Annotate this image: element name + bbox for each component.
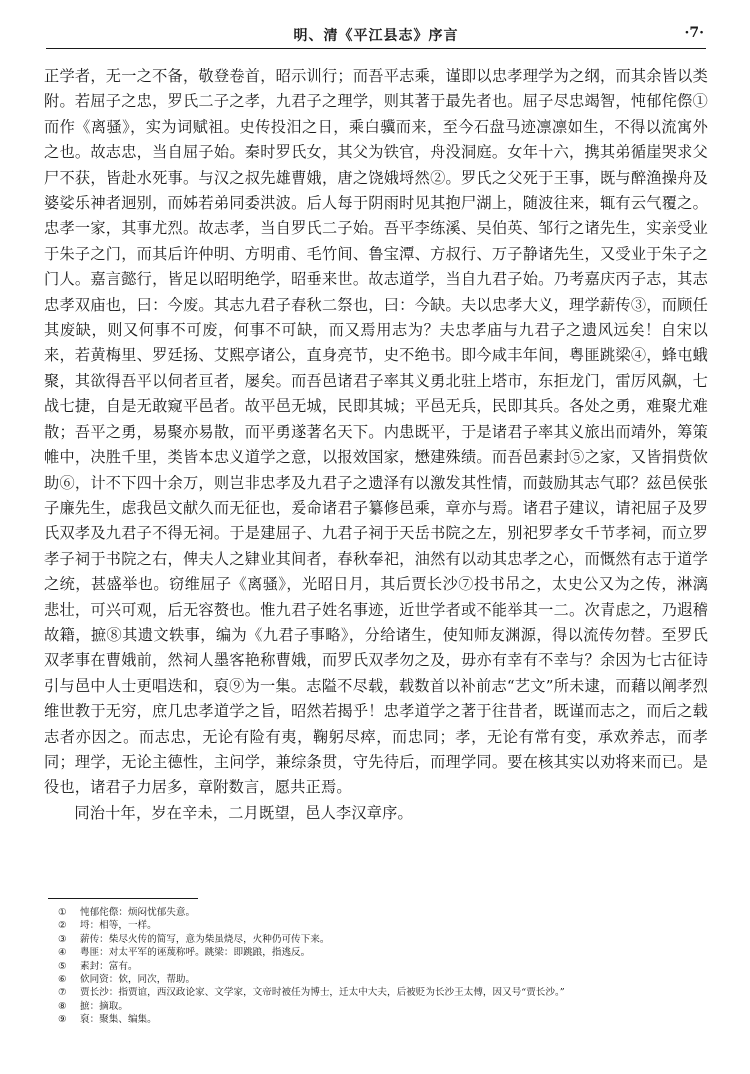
running-title: 明、清《平江县志》序言 <box>293 28 459 44</box>
body-paragraph: 正学者，无一之不备，敬登卷首，昭示训行；而吾平志乘，谨即以忠孝理学为之纲，而其余皆以类附。若屈子之忠，罗氏二子之孝，九君子之理学，则其著于最先者也。屈子尽忠竭智，忳郁侘傺①而作《离骚》，实为词赋祖。史传投汨之日，乘白骥而来，至今石盘马迹凛凛如生，不得以流寓外之也。故志忠，当自屈子始。秦时罗氏女，其父为铁官，舟没洞庭。女年十六，携其弟循崖哭求父尸不获，皆赴水死事。与汉之叔先雄曹娥，唐之饶娥埒然②。罗氏之父死于王事，既与醉渔操舟及婆娑乐神者迥别，而姊若弟同委洪波。后人每于阴雨时见其抱尸湖上，随波往来，辄有云气覆之。忠孝一家，其事尤烈。故志孝，当自罗氏二子始。吾平李练溪、吴伯英、邹行之诸先生，实亲受业于朱子之门，而其后许仲明、方明甫、毛竹间、鲁宝潭、方叔行、万子静诸先生，又受业于朱子之门人。嘉言懿行，皆足以昭明绝学，昭垂来世。故志道学，当自九君子始。乃考嘉庆丙子志，其志忠孝双庙也，曰：今废。其志九君子春秋二祭也，曰：今缺。夫以忠孝大义，理学薪传③，而顾任其废缺，则又何事不可废，何事不可缺，而又焉用志为？夫忠孝庙与九君子之遗风远矣！自宋以来，若黄梅里、罗廷扬、艾熙亭诸公，直身亮节，史不绝书。即今咸丰年间，粤匪跳梁④，蜂屯蛾聚，其欲得吾平以伺者亘者，屡矣。而吾邑诸君子率其义勇北驻上塔市，东拒龙门，雷厉风飙，七战七捷，自是无敢窥平邑者。故平邑无城，民即其城；平邑无兵，民即其兵。各处之勇，难聚尤难散；吾平之勇，易聚亦易散，而平勇遂著名天下。内患既平，于是诸君子率其义旅出而靖外，筹策帷中，决胜千里，类皆本忠义道学之意，以报效国家，懋建殊绩。而吾邑素封⑤之家，又皆捐赀佽助⑥，计不下四十余万，则岂非忠孝及九君子之遗泽有以激发其性情，而鼓励其志气耶？兹邑侯张子廉先生，虑我邑文献久而无征也，爰命诸君子纂修邑乘，章亦与焉。诸君子建议，请祀屈子及罗氏双孝及九君子不得无祠。于是建屈子、九君子祠于天岳书院之左，别祀罗孝女千节孝祠，而立罗孝子祠于书院之右，俾夫人之肄业其间者，春秋奉祀，油然有以动其忠孝之心，而慨然有志于道学之统，甚盛举也。窃维屈子《离骚》，光昭日月，其后贾长沙⑦投书吊之，太史公又为之传，淋漓悲壮，可兴可观，后无容赘也。惟九君子姓名事迹，近世学者或不能举其一二。次青虑之，乃遐稽故籍，摭⑧其遗文轶事，编为《九君子事略》，分给诸生，使知师友渊源，得以流传勿替。至罗氏双孝事在曹娥前，然祠人墨客艳称曹娥，而罗氏双孝勿之及，毋亦有幸有不幸与？余因为七古征诗引与邑中人士更唱迭和，裒⑨为一集。志隘不尽载，载数首以补前志“艺文”所未逮，而藉以阐孝烈维世教于无穷，庶几忠孝道学之旨，昭然若揭乎！忠孝道学之著于往昔者，既谨而志之，而后之载志者亦因之。而志忠，无论有险有夷，鞠躬尽瘁，而忠同；孝，无论有常有变，承欢养志，而孝同；理学，无论主德性，主问学，兼综条贯，守先待后，而理学同。要在核其实以劝将来而已。是役也，诸君子力居多，章附数言，愿共正焉。 <box>44 67 708 797</box>
footnote-item <box>58 973 698 986</box>
footnote-item <box>58 919 698 932</box>
signature-line: 同治十年，岁在辛未，二月既望，邑人李汉章序。 <box>74 803 413 822</box>
footnote-text: 佽同资：佽，同次，帮助。 <box>80 974 196 986</box>
footnote-text: 贾长沙：指贾谊，西汉政论家、文学家，文帝时被任为博士，迁太中大夫，后被贬为长沙王太傅，因又号“贾长沙。” <box>80 987 565 999</box>
page-header <box>46 22 706 49</box>
footnote-divider <box>48 898 198 899</box>
footnote-mark: ① <box>58 907 67 918</box>
footnote-item <box>58 946 698 959</box>
footnote-mark: ⑨ <box>58 1014 67 1026</box>
footnote-mark: ⑤ <box>58 960 67 972</box>
footnote-item <box>58 960 698 973</box>
footnote-text: 素封：富有。 <box>80 960 138 972</box>
footnote-mark: ② <box>58 920 67 932</box>
main-text <box>44 64 708 826</box>
footnote-text: 埒：相等，一样。 <box>80 920 157 932</box>
page-number: ·7· <box>684 25 704 41</box>
footnote-item <box>58 986 698 999</box>
footnote-item <box>58 933 698 946</box>
footnote-mark: ⑦ <box>58 987 67 999</box>
footnote-mark: ③ <box>58 933 67 945</box>
footnote-text: 裒：聚集、编集。 <box>80 1014 157 1026</box>
footnote-item <box>58 1000 698 1013</box>
footnote-mark: ⑧ <box>58 1000 67 1012</box>
footnote-text: 忳郁侘傺：烦闷忧郁失意。 <box>80 907 196 918</box>
footnote-mark: ⑥ <box>58 974 67 986</box>
footnote-text: 摭：摘取。 <box>80 1000 128 1012</box>
footnote-item <box>58 1013 698 1026</box>
footnote-item <box>58 906 698 919</box>
footnote-text: 粤匪：对太平军的诬蔑称呼。跳梁：即跳踉，指逃反。 <box>80 947 311 959</box>
footnote-text: 薪传：柴尽火传的简写，意为柴虽烧尽，火种仍可传下来。 <box>80 933 330 945</box>
footnote-mark: ④ <box>58 947 67 959</box>
footnotes <box>58 906 698 1027</box>
